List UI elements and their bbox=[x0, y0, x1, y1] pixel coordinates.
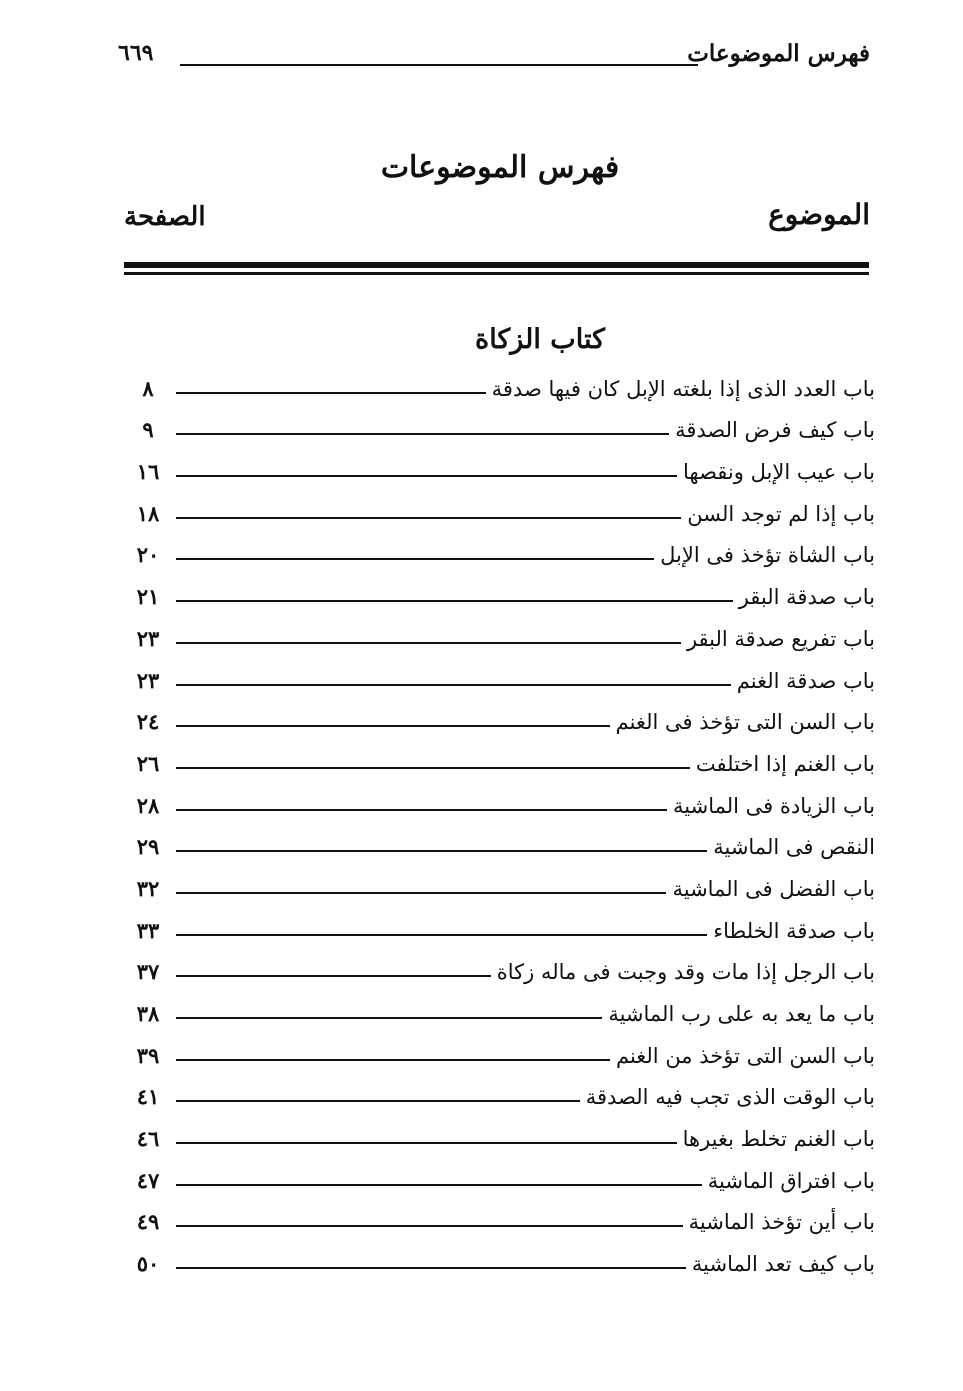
toc-entry-title: باب الوقت الذى تجب فيه الصدقة bbox=[585, 1085, 875, 1110]
toc-leader-line bbox=[176, 1059, 610, 1061]
toc-entry bbox=[130, 1115, 875, 1157]
running-header-title: فهرس الموضوعات bbox=[687, 40, 870, 67]
toc-entry-title: باب كيف فرض الصدقة bbox=[675, 418, 875, 443]
header-double-rule bbox=[124, 262, 869, 278]
toc-leader-line bbox=[176, 517, 681, 519]
toc-entry bbox=[130, 532, 875, 574]
toc-leader-line bbox=[176, 684, 731, 686]
toc-entry-page: ٢١ bbox=[136, 584, 160, 610]
toc-entry-page: ٥٠ bbox=[136, 1251, 160, 1277]
toc-entry-title: باب كيف تعد الماشية bbox=[691, 1252, 875, 1277]
toc-leader-line bbox=[176, 1142, 677, 1144]
toc-entry-title: باب الغنم تخلط بغيرها bbox=[682, 1127, 875, 1152]
toc-leader-line bbox=[176, 1017, 602, 1019]
toc-entry-page: ٢٤ bbox=[136, 709, 160, 735]
toc-entry-title: باب إذا لم توجد السن bbox=[687, 501, 875, 526]
toc-entry bbox=[130, 657, 875, 699]
toc-leader-line bbox=[176, 725, 610, 727]
toc-leader-line bbox=[176, 1267, 686, 1269]
toc-entry bbox=[130, 407, 875, 449]
section-title: كتاب الزكاة bbox=[475, 324, 605, 355]
toc-entry-page: ٤٦ bbox=[136, 1126, 160, 1152]
page-number: ٦٦٩ bbox=[118, 40, 154, 66]
toc-leader-line bbox=[176, 1184, 702, 1186]
toc-entry-page: ١٦ bbox=[136, 459, 160, 485]
toc-entry bbox=[130, 699, 875, 741]
toc-entry-page: ٩ bbox=[142, 417, 154, 443]
toc-leader-line bbox=[176, 600, 733, 602]
toc-entry-title: باب أين تؤخذ الماشية bbox=[688, 1210, 875, 1235]
toc-entry-title: باب الشاة تؤخذ فى الإبل bbox=[660, 543, 875, 568]
toc-leader-line bbox=[176, 433, 669, 435]
toc-entry-page: ٤١ bbox=[136, 1084, 160, 1110]
toc-entry-page: ٤٧ bbox=[136, 1167, 160, 1193]
toc-leader-line bbox=[176, 558, 654, 560]
thick-rule bbox=[124, 262, 869, 268]
toc-entry-title: باب الرجل إذا مات وقد وجبت فى ماله زكاة bbox=[496, 960, 875, 985]
toc-entry-title: باب صدقة البقر bbox=[738, 585, 875, 610]
toc-leader-line bbox=[176, 1225, 683, 1227]
toc-entry-page: ٣٩ bbox=[136, 1042, 160, 1068]
toc-entry-title: باب صدقة الخلطاء bbox=[713, 918, 875, 943]
toc-entry-title: باب السن التى تؤخذ فى الغنم bbox=[615, 710, 875, 735]
toc-entry-title: باب الزيادة فى الماشية bbox=[673, 793, 875, 818]
page-column-header: الصفحة bbox=[124, 202, 206, 232]
toc-entry bbox=[130, 490, 875, 532]
toc-entry-page: ٢٣ bbox=[136, 667, 160, 693]
toc-entry-page: ٣٣ bbox=[136, 917, 160, 943]
toc-entry-title: باب السن التى تؤخذ من الغنم bbox=[615, 1043, 875, 1068]
toc-leader-line bbox=[176, 475, 677, 477]
toc-entry bbox=[130, 824, 875, 866]
toc-entry bbox=[130, 1032, 875, 1074]
toc-entry-title: باب تفريع صدقة البقر bbox=[686, 626, 875, 651]
toc-leader-line bbox=[176, 934, 707, 936]
toc-entry-page: ٢٦ bbox=[136, 750, 160, 776]
toc-entry bbox=[130, 949, 875, 991]
toc-entry-title: باب الغنم إذا اختلفت bbox=[695, 751, 875, 776]
toc-leader-line bbox=[176, 809, 667, 811]
toc-leader-line bbox=[176, 767, 690, 769]
toc-entry-title: النقص فى الماشية bbox=[713, 835, 875, 860]
toc-entry-page: ٨ bbox=[142, 375, 154, 401]
toc-leader-line bbox=[176, 392, 486, 394]
toc-entry bbox=[130, 365, 875, 407]
toc-entry bbox=[130, 740, 875, 782]
toc-entry-page: ٢٣ bbox=[136, 625, 160, 651]
toc-entry-page: ٢٠ bbox=[136, 542, 160, 568]
toc-entry bbox=[130, 615, 875, 657]
toc-entry bbox=[130, 865, 875, 907]
toc-entry-page: ٣٢ bbox=[136, 875, 160, 901]
toc-entry bbox=[130, 1157, 875, 1199]
toc-entry bbox=[130, 448, 875, 490]
page-title: فهرس الموضوعات bbox=[380, 150, 620, 185]
toc-entry-title: باب صدقة الغنم bbox=[736, 668, 875, 693]
toc-entry-title: باب الفضل فى الماشية bbox=[672, 876, 875, 901]
toc-entry-title: باب عيب الإبل ونقصها bbox=[683, 460, 875, 485]
toc-entry-title: باب العدد الذى إذا بلغته الإبل كان فيها صدقة bbox=[491, 376, 875, 401]
toc-entry-page: ٣٨ bbox=[136, 1001, 160, 1026]
topic-column-header: الموضوع bbox=[768, 198, 870, 231]
table-of-contents bbox=[130, 365, 875, 1282]
toc-entry-page: ٣٧ bbox=[136, 959, 160, 985]
toc-entry bbox=[130, 1240, 875, 1282]
toc-entry-page: ٢٨ bbox=[136, 792, 160, 818]
toc-leader-line bbox=[176, 892, 666, 894]
toc-entry bbox=[130, 990, 875, 1032]
toc-entry bbox=[130, 573, 875, 615]
toc-entry bbox=[130, 907, 875, 949]
toc-entry-page: ١٨ bbox=[136, 500, 160, 526]
toc-entry bbox=[130, 1074, 875, 1116]
toc-entry bbox=[130, 1199, 875, 1241]
toc-leader-line bbox=[176, 850, 707, 852]
toc-entry-title: باب افتراق الماشية bbox=[707, 1168, 875, 1193]
toc-leader-line bbox=[176, 975, 491, 977]
toc-leader-line bbox=[176, 642, 681, 644]
thin-rule bbox=[124, 272, 869, 275]
running-header bbox=[118, 38, 870, 78]
header-rule bbox=[180, 64, 698, 66]
toc-entry-page: ٤٩ bbox=[136, 1209, 160, 1235]
toc-entry bbox=[130, 782, 875, 824]
toc-leader-line bbox=[176, 1100, 580, 1102]
toc-entry-page: ٢٩ bbox=[136, 834, 160, 860]
toc-entry-title: باب ما يعد به على رب الماشية bbox=[608, 1002, 875, 1026]
